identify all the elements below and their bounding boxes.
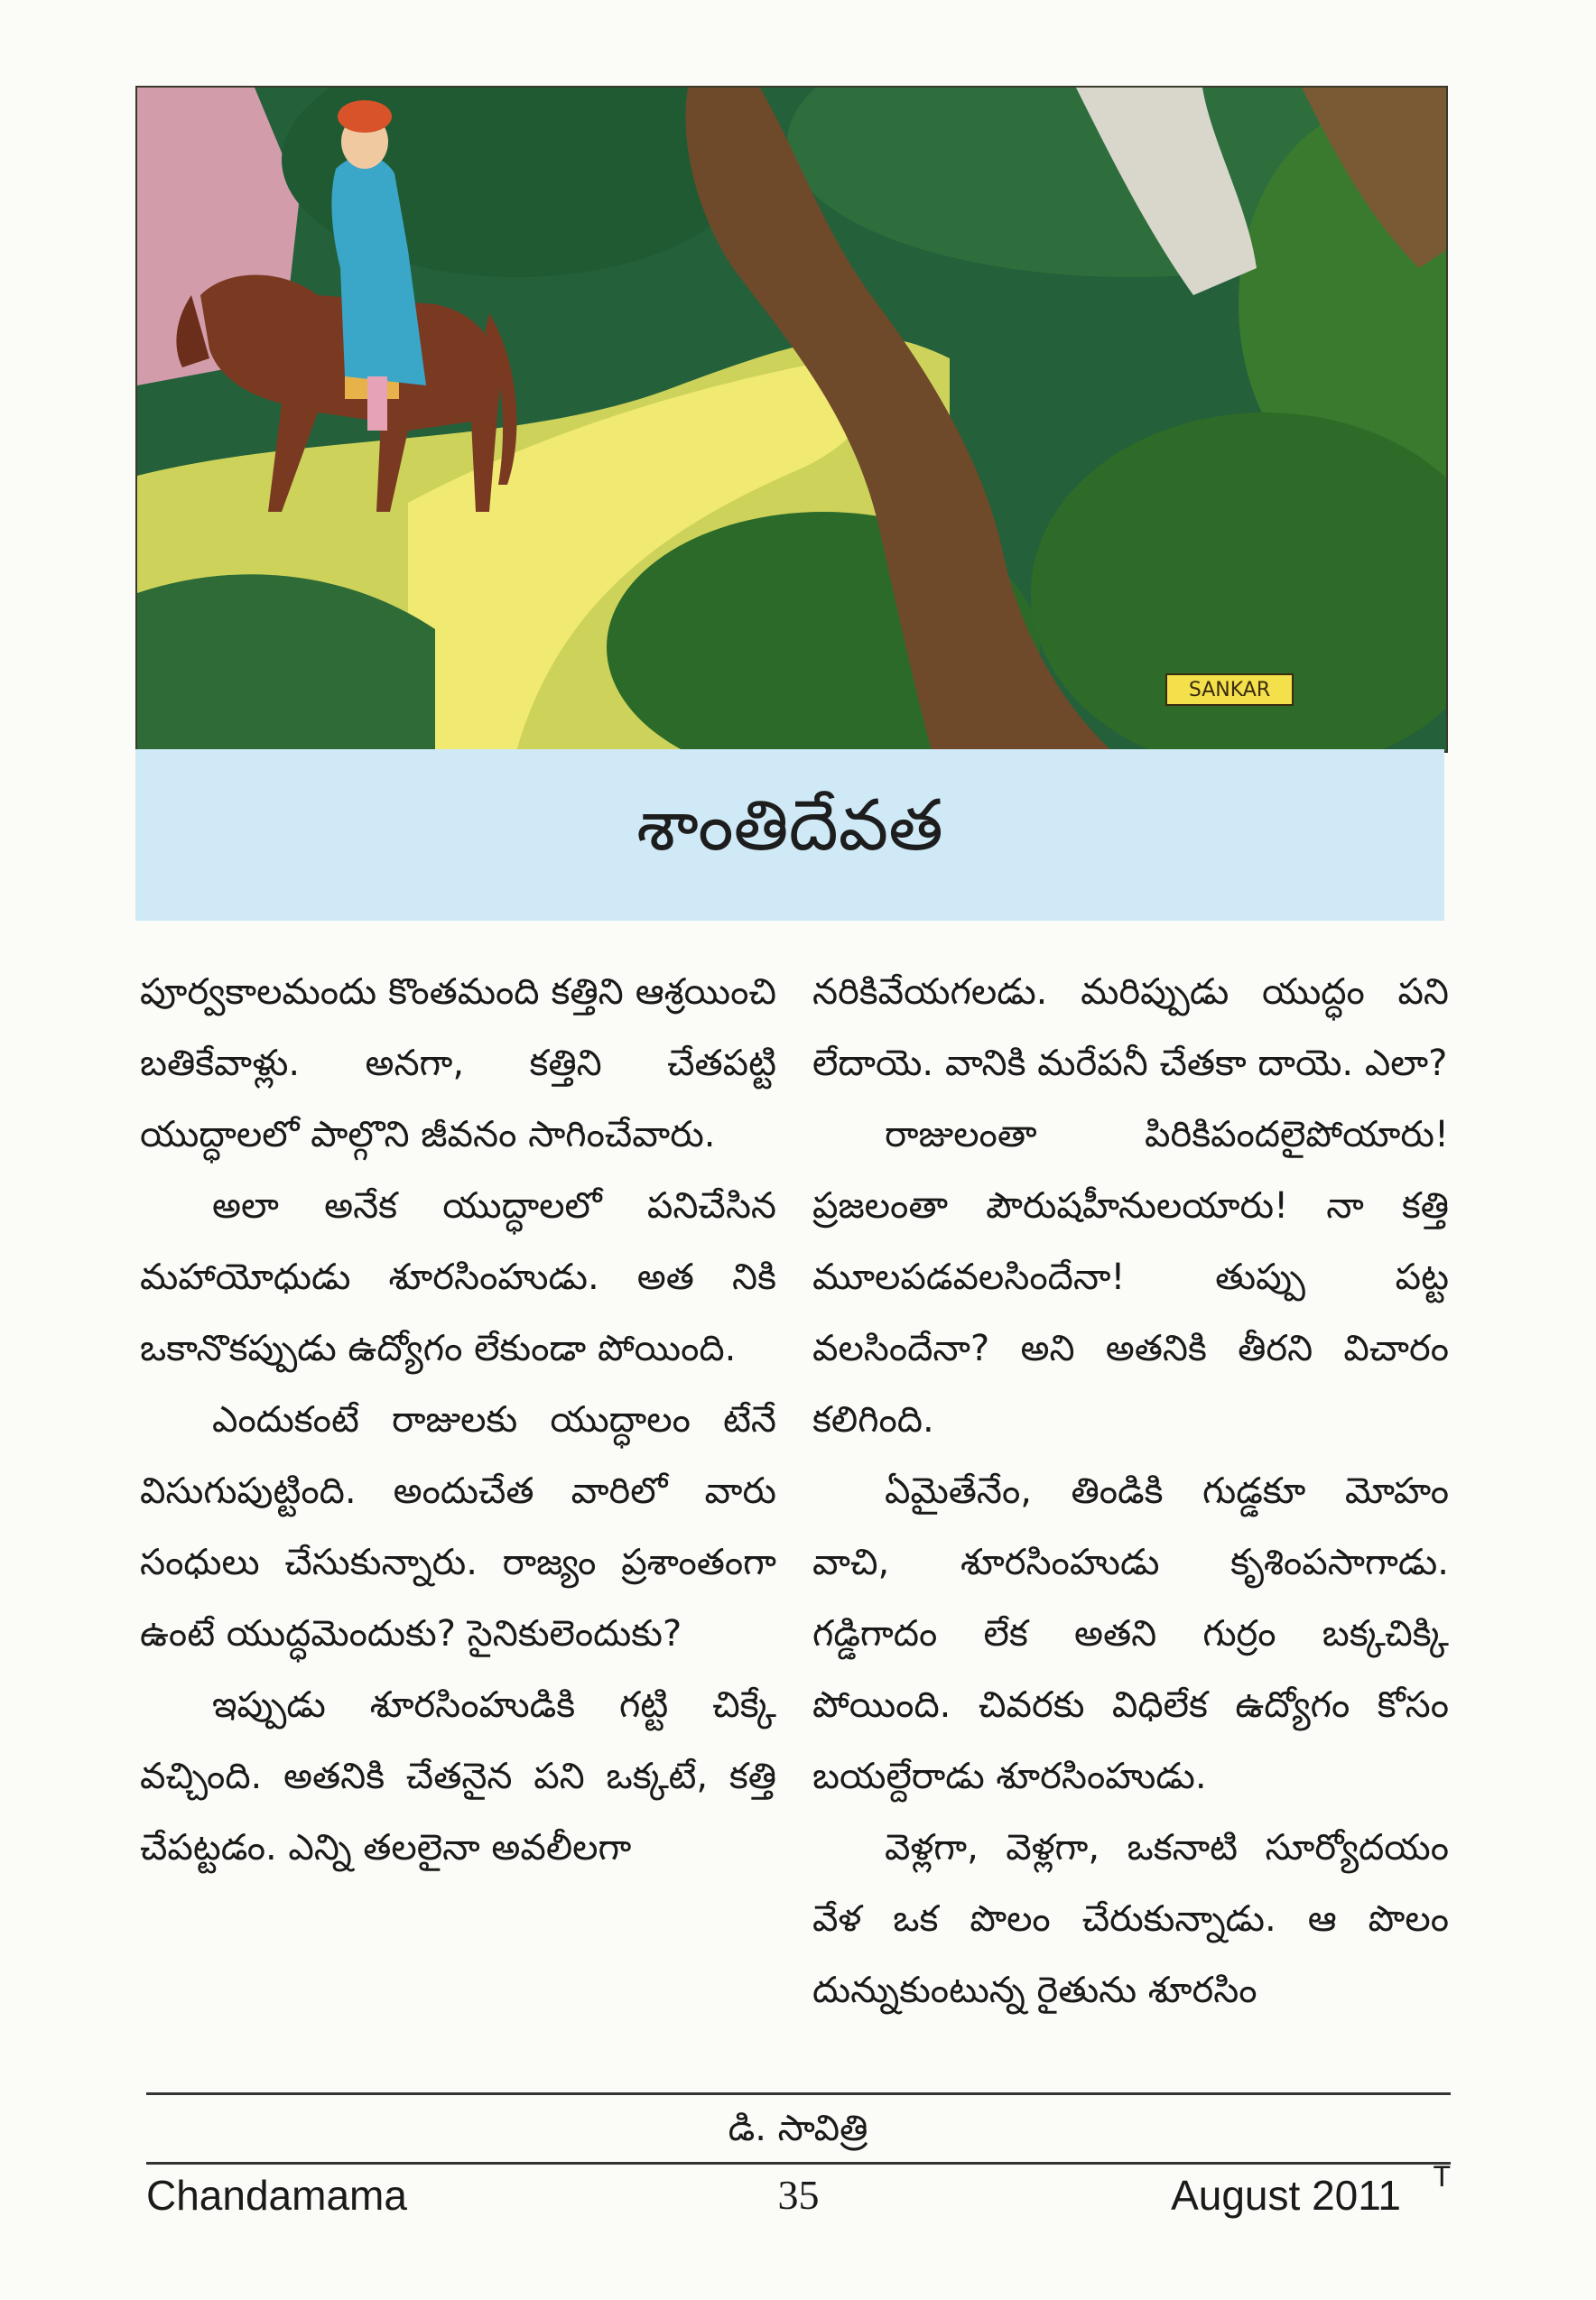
paragraph: అలా అనేక యుద్ధాలలో పనిచేసిన మహాయోధుడు శూరసింహుడు. అత నికి ఒకానొకప్పుడు ఉద్యోగం లేకుండా పోయింది. [140,1185,776,1369]
paragraph: పూర్వకాలమందు కొంతమంది కత్తిని ఆశ్రయించి బతికేవాళ్లు. అనగా, కత్తిని చేతపట్టి యుద్ధాలలో పాల్గొని జీవనం సాగించేవారు. [140,971,776,1155]
title-band [135,749,1444,921]
story-illustration [135,86,1448,753]
divider [146,2092,1451,2095]
story-title: శాంతిదేవత [636,785,943,867]
issue-date: August 2011 [1171,2172,1401,2219]
page-footer [146,2160,1451,2234]
illustrator-signature: SANKAR [1188,679,1271,701]
illustration-drawing [137,88,1446,751]
paragraph: నరికివేయగలడు. మరిప్పుడు యుద్ధం పని లేదాయె. వానికి మరేపనీ చేతకా దాయె. ఎలా? [812,971,1449,1084]
left-column [140,957,776,1884]
author-name: డి. సావిత్రి [728,2108,868,2149]
magazine-name: Chandamama [146,2172,407,2219]
paragraph: వెళ్లగా, వెళ్లగా, ఒకనాటి సూర్యోదయం వేళ ఒక పొలం చేరుకున్నాడు. ఆ పొలం దున్నుకుంటున్న రైతును శూరసిం [812,1827,1449,2011]
paragraph: ఇప్పుడు శూరసింహుడికి గట్టి చిక్కే వచ్చింది. అతనికి చేతనైన పని ఒక్కటే, కత్తి చేపట్టడం. ఎన్ని తలలైనా అవలీలగా [140,1684,776,1869]
paragraph: ఏమైతేనేం, తిండికి గుడ్డకూ మోహం వాచి, శూరసింహుడు కృశింపసాగాడు. గడ్డిగాదం లేక అతని గుర్రం బక్కచిక్కి పోయింది. చివరకు విధిలేక ఉద్యోగం కోసం బయల్దేరాడు శూరసింహుడు. [812,1470,1449,1797]
right-column [812,957,1449,2026]
paragraph: రాజులంతా పిరికిపందలైపోయారు! ప్రజలంతా పౌరుషహీనులయారు! నా కత్తి మూలపడవలసిందేనా! తుప్పు పట్ట వలసిందేనా? అని అతనికి తీరని విచారం కలిగింది. [812,1114,1449,1441]
edition-mark: T [1433,2160,1451,2193]
page-number: 35 [777,2172,820,2218]
divider [146,2162,1451,2165]
paragraph: ఎందుకంటే రాజులకు యుద్ధాలం టేనే విసుగుపుట్టింది. అందుచేత వారిలో వారు సంధులు చేసుకున్నారు. రాజ్యం ప్రశాంతంగా ఉంటే యుద్ధమెందుకు? సైనికులెందుకు? [140,1399,776,1655]
story-body [140,957,1449,2058]
